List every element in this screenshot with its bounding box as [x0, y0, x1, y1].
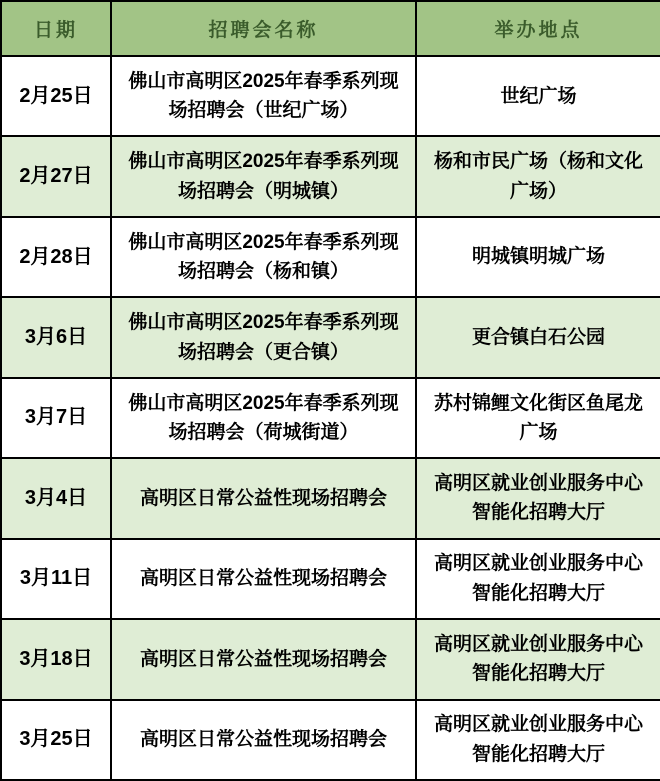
- table-row: [1, 136, 660, 216]
- cell-name: 佛山市高明区2025年春季系列现场招聘会（杨和镇）: [111, 217, 416, 297]
- table-row: [1, 217, 660, 297]
- header-row: [1, 1, 660, 56]
- header-cell-name: 招聘会名称: [111, 1, 416, 56]
- cell-venue: 高明区就业创业服务中心智能化招聘大厅: [416, 700, 660, 781]
- cell-venue: 高明区就业创业服务中心智能化招聘大厅: [416, 619, 660, 699]
- table-row: [1, 378, 660, 458]
- cell-date: 3月18日: [1, 619, 111, 699]
- cell-name: 高明区日常公益性现场招聘会: [111, 458, 416, 538]
- cell-date: 2月25日: [1, 56, 111, 136]
- table-row: [1, 458, 660, 538]
- cell-date: 2月28日: [1, 217, 111, 297]
- header-cell-venue: 举办地点: [416, 1, 660, 56]
- cell-date: 3月7日: [1, 378, 111, 458]
- header-cell-date: 日期: [1, 1, 111, 56]
- cell-name: 佛山市高明区2025年春季系列现场招聘会（明城镇）: [111, 136, 416, 216]
- cell-venue: 高明区就业创业服务中心智能化招聘大厅: [416, 458, 660, 538]
- cell-date: 2月27日: [1, 136, 111, 216]
- cell-date: 3月4日: [1, 458, 111, 538]
- cell-venue: 杨和市民广场（杨和文化广场）: [416, 136, 660, 216]
- cell-venue: 世纪广场: [416, 56, 660, 136]
- table-row: [1, 56, 660, 136]
- table-row: [1, 700, 660, 781]
- cell-venue: 更合镇白石公园: [416, 297, 660, 377]
- cell-date: 3月25日: [1, 700, 111, 781]
- table-row: [1, 297, 660, 377]
- cell-venue: 高明区就业创业服务中心智能化招聘大厅: [416, 539, 660, 619]
- table-row: [1, 539, 660, 619]
- cell-date: 3月6日: [1, 297, 111, 377]
- cell-name: 佛山市高明区2025年春季系列现场招聘会（世纪广场）: [111, 56, 416, 136]
- cell-name: 高明区日常公益性现场招聘会: [111, 700, 416, 781]
- cell-venue: 苏村锦鲤文化街区鱼尾龙广场: [416, 378, 660, 458]
- cell-venue: 明城镇明城广场: [416, 217, 660, 297]
- cell-name: 高明区日常公益性现场招聘会: [111, 619, 416, 699]
- cell-name: 高明区日常公益性现场招聘会: [111, 539, 416, 619]
- cell-date: 3月11日: [1, 539, 111, 619]
- cell-name: 佛山市高明区2025年春季系列现场招聘会（更合镇）: [111, 297, 416, 377]
- cell-name: 佛山市高明区2025年春季系列现场招聘会（荷城街道）: [111, 378, 416, 458]
- table-row: [1, 619, 660, 699]
